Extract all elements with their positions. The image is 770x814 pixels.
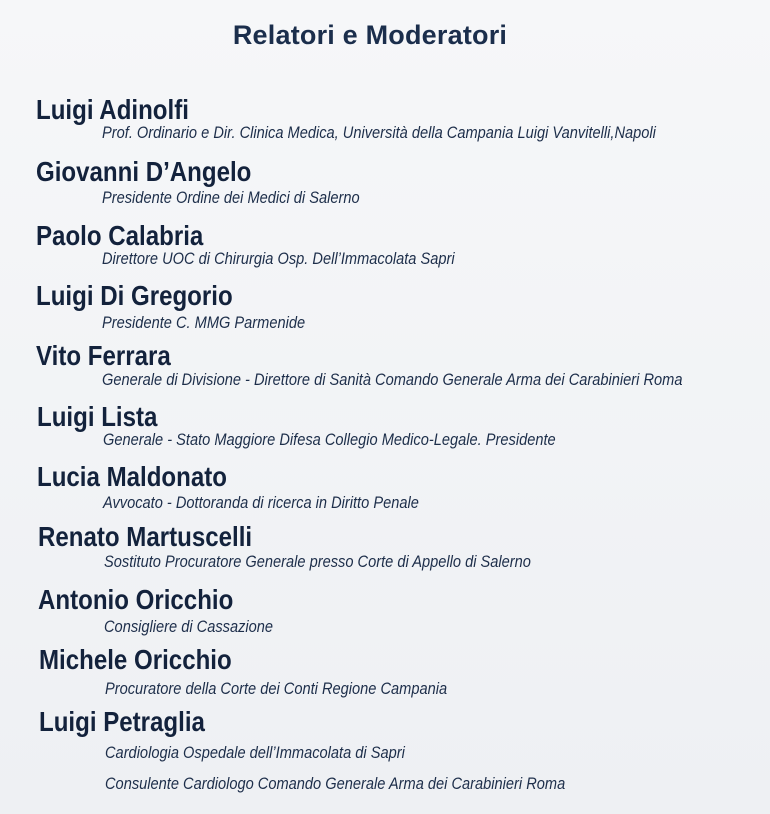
speaker-role: Consigliere di Cassazione bbox=[104, 617, 274, 636]
speaker-role: Direttore UOC di Chirurgia Osp. Dell’Immacolata Sapri bbox=[102, 249, 455, 268]
speaker-name: Luigi Lista bbox=[37, 401, 158, 432]
speaker-role: Presidente C. MMG Parmenide bbox=[102, 313, 306, 332]
speaker-role: Consulente Cardiologo Comando Generale Arma dei Carabinieri Roma bbox=[105, 774, 566, 793]
speaker-role: Prof. Ordinario e Dir. Clinica Medica, Università della Campania Luigi Vanvitelli,Napoli bbox=[102, 123, 656, 142]
speaker-role: Generale - Stato Maggiore Difesa Collegio Medico-Legale. Presidente bbox=[103, 430, 556, 449]
speaker-name: Luigi Petraglia bbox=[39, 706, 205, 737]
speaker-role: Generale di Divisione - Direttore di Sanità Comando Generale Arma dei Carabinieri Roma bbox=[102, 370, 683, 389]
speaker-role: Avvocato - Dottoranda di ricerca in Diritto Penale bbox=[103, 493, 419, 512]
speaker-role: Sostituto Procuratore Generale presso Corte di Appello di Salerno bbox=[104, 552, 531, 571]
speaker-role: Presidente Ordine dei Medici di Salerno bbox=[102, 188, 360, 207]
speaker-name: Paolo Calabria bbox=[36, 220, 204, 251]
speaker-name: Michele Oricchio bbox=[39, 644, 232, 675]
speaker-role: Procuratore della Corte dei Conti Regione Campania bbox=[105, 679, 448, 698]
speaker-name: Lucia Maldonato bbox=[37, 461, 227, 492]
speaker-name: Renato Martuscelli bbox=[38, 521, 253, 552]
speaker-name: Vito Ferrara bbox=[36, 340, 171, 371]
speaker-name: Luigi Di Gregorio bbox=[36, 280, 233, 311]
speaker-name: Luigi Adinolfi bbox=[36, 94, 189, 125]
speaker-name: Antonio Oricchio bbox=[38, 584, 234, 615]
page-title: Relatori e Moderatori bbox=[232, 20, 508, 50]
speaker-role: Cardiologia Ospedale dell’Immacolata di Sapri bbox=[105, 743, 405, 762]
speaker-name: Giovanni D’Angelo bbox=[36, 156, 252, 187]
